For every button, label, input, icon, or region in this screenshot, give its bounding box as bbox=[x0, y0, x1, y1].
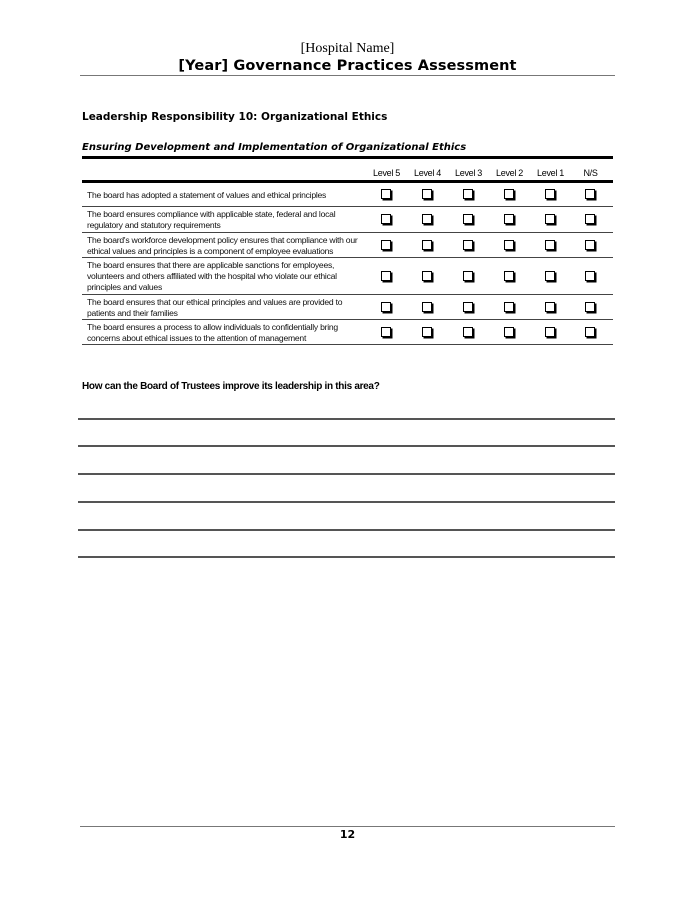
cell-level-4 bbox=[407, 258, 448, 294]
cell-level-3 bbox=[448, 258, 489, 294]
checkbox-ns[interactable] bbox=[585, 327, 595, 337]
column-header-level-4: Level 4 bbox=[414, 168, 441, 178]
cell-ns bbox=[571, 295, 610, 319]
row-statement: The board ensures that our ethical principles and values are provided to patients and their families bbox=[87, 296, 343, 318]
cell-level-5 bbox=[366, 233, 407, 257]
checkbox-level-1[interactable] bbox=[545, 302, 555, 312]
answer-line-1[interactable] bbox=[78, 418, 615, 420]
checkbox-ns[interactable] bbox=[585, 271, 595, 281]
checkbox-level-2[interactable] bbox=[504, 214, 514, 224]
checkbox-level-4[interactable] bbox=[422, 240, 432, 250]
page-number: 12 bbox=[339, 828, 356, 841]
checkbox-level-3[interactable] bbox=[463, 240, 473, 250]
answer-line-2[interactable] bbox=[78, 445, 615, 447]
cell-ns bbox=[571, 320, 610, 344]
checkbox-level-4[interactable] bbox=[422, 327, 432, 337]
checkbox-level-3[interactable] bbox=[463, 271, 473, 281]
cell-level-4 bbox=[407, 295, 448, 319]
answer-line-4[interactable] bbox=[78, 501, 615, 503]
cell-level-5 bbox=[366, 258, 407, 294]
assessment-table bbox=[82, 156, 613, 345]
cell-level-2 bbox=[489, 295, 530, 319]
checkbox-level-5[interactable] bbox=[381, 302, 391, 312]
checkbox-level-5[interactable] bbox=[381, 189, 391, 199]
checkbox-level-1[interactable] bbox=[545, 327, 555, 337]
table-row bbox=[82, 320, 613, 345]
checkbox-level-2[interactable] bbox=[504, 240, 514, 250]
cell-level-5 bbox=[366, 183, 407, 206]
cell-level-2 bbox=[489, 183, 530, 206]
checkbox-level-1[interactable] bbox=[545, 240, 555, 250]
cell-level-4 bbox=[407, 233, 448, 257]
row-statement: The board ensures a process to allow individuals to confidentially bring concerns about ethical issues to the attention of management bbox=[87, 321, 338, 343]
cell-level-2 bbox=[489, 320, 530, 344]
cell-ns bbox=[571, 183, 610, 206]
checkbox-level-3[interactable] bbox=[463, 327, 473, 337]
cell-level-2 bbox=[489, 258, 530, 294]
section-subheading: Ensuring Development and Implementation of Organizational Ethics bbox=[82, 142, 467, 153]
row-statement: The board ensures compliance with applicable state, federal and local regulatory and statutory requirements bbox=[87, 209, 336, 230]
checkbox-ns[interactable] bbox=[585, 302, 595, 312]
checkbox-level-5[interactable] bbox=[381, 240, 391, 250]
table-row bbox=[82, 183, 613, 207]
cell-level-1 bbox=[530, 183, 571, 206]
checkbox-level-1[interactable] bbox=[545, 189, 555, 199]
cell-level-2 bbox=[489, 233, 530, 257]
checkbox-ns[interactable] bbox=[585, 214, 595, 224]
cell-level-1 bbox=[530, 258, 571, 294]
cell-level-3 bbox=[448, 183, 489, 206]
cell-level-1 bbox=[530, 207, 571, 232]
checkbox-level-4[interactable] bbox=[422, 189, 432, 199]
checkbox-level-1[interactable] bbox=[545, 214, 555, 224]
header-divider bbox=[80, 75, 615, 76]
checkbox-level-4[interactable] bbox=[422, 302, 432, 312]
cell-level-5 bbox=[366, 207, 407, 232]
cell-level-3 bbox=[448, 233, 489, 257]
checkbox-level-2[interactable] bbox=[504, 327, 514, 337]
section-heading: Leadership Responsibility 10: Organizational Ethics bbox=[82, 111, 388, 123]
column-header-level-3: Level 3 bbox=[455, 168, 482, 178]
table-row bbox=[82, 233, 613, 258]
checkbox-level-4[interactable] bbox=[422, 271, 432, 281]
checkbox-level-3[interactable] bbox=[463, 189, 473, 199]
column-header-level-5: Level 5 bbox=[373, 168, 400, 178]
checkbox-level-3[interactable] bbox=[463, 214, 473, 224]
checkbox-level-5[interactable] bbox=[381, 214, 391, 224]
checkbox-level-5[interactable] bbox=[381, 271, 391, 281]
cell-ns bbox=[571, 207, 610, 232]
checkbox-level-4[interactable] bbox=[422, 214, 432, 224]
cell-level-4 bbox=[407, 207, 448, 232]
checkbox-level-2[interactable] bbox=[504, 189, 514, 199]
answer-line-3[interactable] bbox=[78, 473, 615, 475]
cell-level-5 bbox=[366, 295, 407, 319]
column-header-ns: N/S bbox=[583, 168, 598, 178]
cell-level-2 bbox=[489, 207, 530, 232]
row-statement: The board has adopted a statement of values and ethical principles bbox=[87, 189, 327, 200]
cell-level-1 bbox=[530, 295, 571, 319]
column-header-level-2: Level 2 bbox=[496, 168, 523, 178]
cell-level-1 bbox=[530, 320, 571, 344]
cell-level-3 bbox=[448, 320, 489, 344]
cell-level-4 bbox=[407, 183, 448, 206]
cell-ns bbox=[571, 258, 610, 294]
row-statement: The board ensures that there are applicable sanctions for employees, volunteers and others affiliated with the hospital who violate our ethical principles and values bbox=[87, 260, 337, 292]
cell-level-3 bbox=[448, 207, 489, 232]
hospital-name: [Hospital Name] bbox=[300, 41, 395, 56]
cell-level-3 bbox=[448, 295, 489, 319]
checkbox-level-1[interactable] bbox=[545, 271, 555, 281]
checkbox-level-5[interactable] bbox=[381, 327, 391, 337]
checkbox-level-2[interactable] bbox=[504, 271, 514, 281]
column-header-level-1: Level 1 bbox=[537, 168, 564, 178]
footer-divider bbox=[80, 826, 615, 827]
checkbox-level-3[interactable] bbox=[463, 302, 473, 312]
row-statement: The board's workforce development policy ensures that compliance with our ethical values and principles is a component of employee evaluations bbox=[87, 234, 358, 256]
table-row bbox=[82, 295, 613, 320]
improvement-question: How can the Board of Trustees improve its leadership in this area? bbox=[82, 381, 380, 392]
answer-line-5[interactable] bbox=[78, 529, 615, 531]
table-row bbox=[82, 207, 613, 233]
cell-level-5 bbox=[366, 320, 407, 344]
cell-ns bbox=[571, 233, 610, 257]
table-header bbox=[82, 159, 613, 183]
cell-level-4 bbox=[407, 320, 448, 344]
cell-level-1 bbox=[530, 233, 571, 257]
checkbox-ns[interactable] bbox=[585, 189, 595, 199]
table-row bbox=[82, 258, 613, 295]
answer-line-6[interactable] bbox=[78, 556, 615, 558]
checkbox-level-2[interactable] bbox=[504, 302, 514, 312]
document-title: [Year] Governance Practices Assessment bbox=[178, 58, 517, 74]
checkbox-ns[interactable] bbox=[585, 240, 595, 250]
